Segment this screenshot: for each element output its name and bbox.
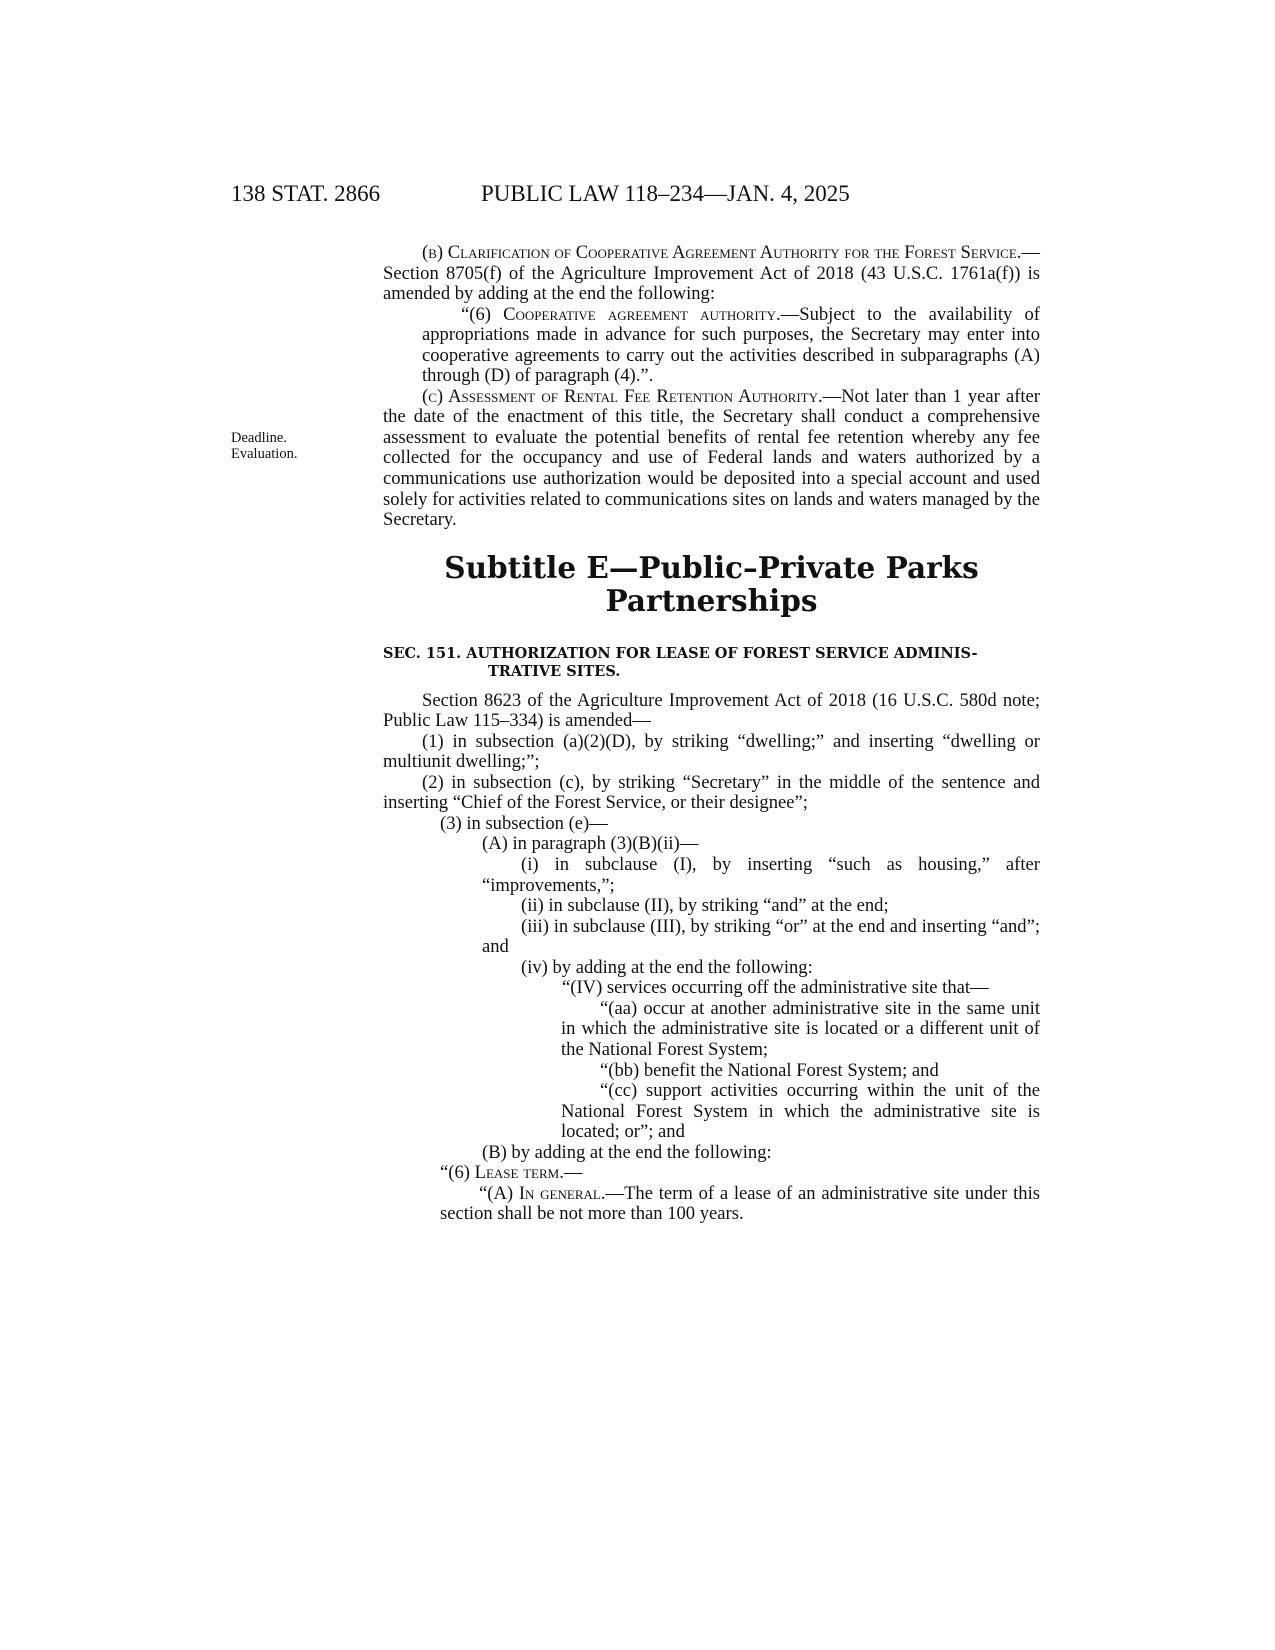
list-item-3A-iv: (iv) by adding at the end the following: (521, 956, 813, 978)
paragraph-c-text: —Not later than 1 year after the date of the enactment of this title, the Secretary shall conduct a comprehensive assessment to evaluate the potential benefits of rental fee retention whereby any fee collected for the occupancy and use of Federal lands and waters authorized by a communications use authorization would be deposited into a special account and used solely for activities related to communications sites on lands and waters managed by the Secretary. (383, 385, 1040, 531)
margin-note-deadline: Deadline. (231, 430, 287, 446)
quoted-subparagraph-6A-text: —The term of a lease of an administrative site under this section shall be not more than 100 years. (440, 1182, 1040, 1225)
quoted-item-cc: “(cc) support activities occurring within the unit of the National Forest System in which the administrative site is located; or”; and (561, 1080, 1040, 1143)
subtitle-line-2: Partnerships (605, 582, 818, 618)
body-text (383, 243, 1040, 1225)
quoted-item-aa: “(aa) occur at another administrative site in the same unit in which the administrative site is located or a different unit of the National Forest System; (561, 997, 1040, 1060)
list-item-3A-iii: (iii) in subclause (III), by striking “or” at the end and inserting “and”; and (482, 915, 1040, 958)
quoted-subclause-IV: “(IV) services occurring off the administrative site that— (562, 977, 989, 999)
list-item-3A-i: (i) in subclause (I), by inserting “such as housing,” after “improvements,”; (482, 854, 1040, 896)
list-item-2: (2) in subsection (c), by striking “Secretary” in the middle of the sentence and inserting “Chief of the Forest Service, or their designee”; (383, 771, 1040, 814)
paragraph-b (383, 243, 1040, 305)
statute-citation: 138 STAT. 2866 (231, 181, 381, 206)
quoted-paragraph-6 (440, 1163, 1040, 1184)
quoted-subparagraph-6A-heading: In general. (518, 1182, 606, 1204)
section-heading-line-2: TRATIVE SITES. (488, 662, 621, 680)
paragraph-b6-number: “(6) (461, 303, 504, 325)
quoted-paragraph-6-heading: Lease term. (474, 1162, 564, 1184)
quoted-paragraph-6-dash: — (563, 1162, 583, 1184)
list-item-3: (3) in subsection (e)— (440, 812, 608, 834)
section-intro: Section 8623 of the Agriculture Improvement Act of 2018 (16 U.S.C. 580d note; Public Law 115–334) is amended— (383, 689, 1040, 732)
quoted-paragraph-6-number: “(6) (440, 1162, 475, 1184)
list-item-1: (1) in subsection (a)(2)(D), by striking “dwelling;” and inserting “dwelling or multiunit dwelling;”; (383, 730, 1040, 773)
paragraph-b-heading: (b) Clarification of Cooperative Agreement Authority for the Forest Service. (422, 242, 1022, 263)
paragraph-c (383, 387, 1040, 531)
paragraph-b6-heading: Cooperative agreement authority. (503, 303, 781, 325)
public-law-title: PUBLIC LAW 118–234—JAN. 4, 2025 (481, 181, 850, 206)
margin-note-evaluation: Evaluation. (231, 446, 298, 462)
section-heading-line-1: SEC. 151. AUTHORIZATION FOR LEASE OF FOREST SERVICE ADMINIS- (383, 644, 978, 662)
quoted-subparagraph-6A (440, 1184, 1040, 1225)
list-item-3A: (A) in paragraph (3)(B)(ii)— (482, 833, 699, 855)
section-heading (383, 645, 1040, 681)
page-header (0, 181, 1275, 211)
list-item-3B: (B) by adding at the end the following: (482, 1141, 772, 1163)
paragraph-b6-text: —Subject to the availability of appropriations made in advance for such purposes, the Secretary may enter into cooperative agreements to carry out the activities described in subparagraphs (A) through (D) of paragraph (4).”. (422, 303, 1040, 387)
subtitle-heading (383, 551, 1040, 617)
margin-notes (231, 430, 297, 462)
paragraph-c-heading: (c) Assessment of Rental Fee Retention Authority. (422, 385, 823, 407)
quoted-item-bb: “(bb) benefit the National Forest System; and (600, 1059, 939, 1081)
list-item-3A-ii: (ii) in subclause (II), by striking “and” at the end; (521, 895, 889, 917)
subtitle-line-1: Subtitle E—Public–Private Parks (444, 549, 979, 585)
quoted-subparagraph-6A-number: “(A) (479, 1182, 519, 1204)
paragraph-b-text: —Section 8705(f) of the Agriculture Improvement Act of 2018 (43 U.S.C. 1761a(f)) is amended by adding at the end the following: (383, 242, 1040, 305)
paragraph-b6 (422, 305, 1040, 387)
